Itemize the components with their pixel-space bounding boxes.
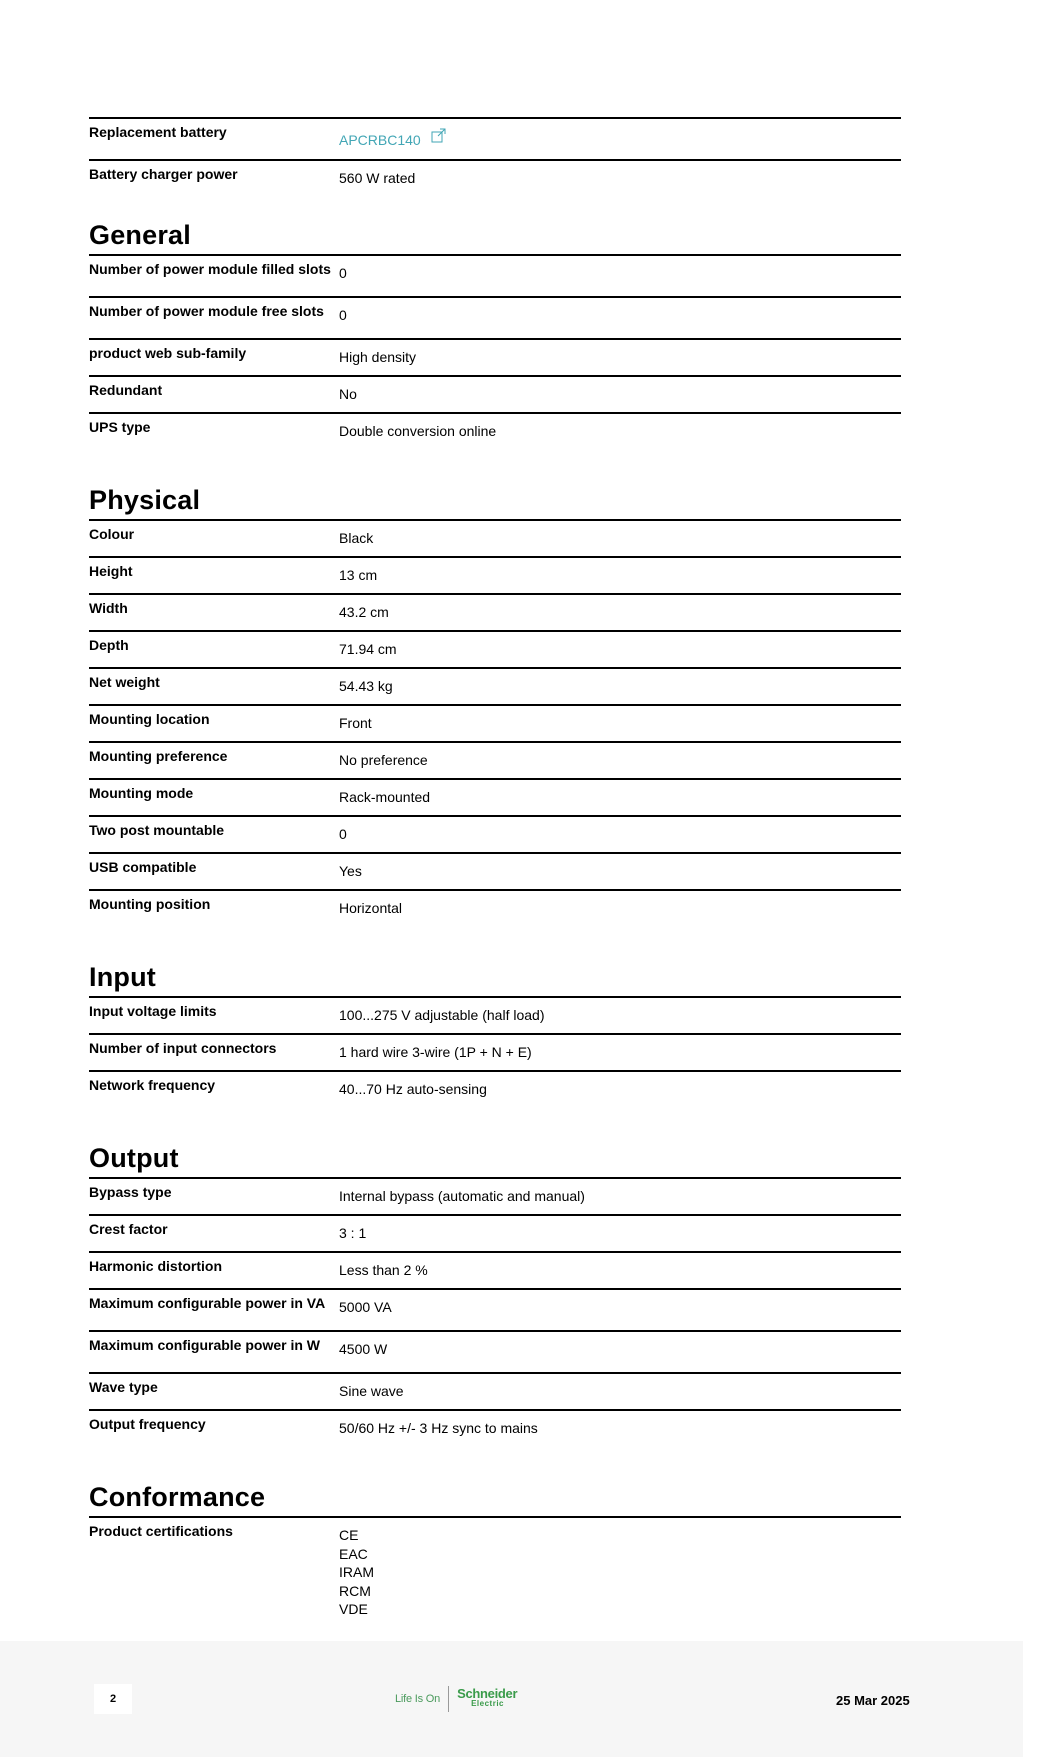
section-title-physical: Physical	[89, 485, 201, 515]
spec-row	[89, 593, 901, 630]
spec-label: Width	[89, 600, 128, 616]
spec-value: 71.94 cm	[339, 641, 397, 657]
spec-row	[89, 1033, 901, 1070]
spec-value: 0	[339, 265, 347, 281]
spec-label: Mounting preference	[89, 748, 228, 764]
spec-value	[339, 1518, 901, 1623]
certification-item: RCM	[339, 1582, 371, 1599]
page-number: 2	[94, 1684, 132, 1714]
spec-value: 13 cm	[339, 567, 378, 583]
brand-name: Schneider	[457, 1686, 518, 1701]
spec-row	[89, 667, 901, 704]
spec-row	[89, 338, 901, 375]
spec-label: Colour	[89, 526, 135, 542]
spec-value: No preference	[339, 752, 428, 768]
spec-value: 0	[339, 307, 347, 323]
certification-item: CE	[339, 1527, 359, 1543]
spec-row	[89, 1251, 901, 1288]
spec-value: Horizontal	[339, 900, 403, 916]
spec-label: Net weight	[89, 674, 160, 690]
spec-sheet	[89, 117, 901, 1623]
spec-label: Number of input connectors	[89, 1040, 277, 1056]
spec-label: Wave type	[89, 1379, 158, 1395]
spec-value: Internal bypass (automatic and manual)	[339, 1188, 585, 1204]
spec-label: Redundant	[89, 382, 163, 398]
spec-label: Product certifications	[89, 1523, 233, 1539]
spec-label: Output frequency	[89, 1416, 206, 1432]
spec-label: Number of power module filled slots	[89, 261, 331, 277]
spec-row	[89, 741, 901, 778]
external-link-icon[interactable]	[431, 128, 446, 148]
spec-value: 5000 VA	[339, 1299, 392, 1315]
spec-value: 50/60 Hz +/- 3 Hz sync to mains	[339, 1420, 538, 1436]
spec-value	[339, 119, 901, 159]
spec-value: 3 : 1	[339, 1225, 367, 1241]
spec-label: Mounting location	[89, 711, 210, 727]
spec-value: 560 W rated	[339, 170, 416, 186]
brand-logo	[395, 1684, 517, 1714]
spec-label: Maximum configurable power in W	[89, 1337, 321, 1353]
spec-label: Battery charger power	[89, 166, 238, 182]
spec-label: Harmonic distortion	[89, 1258, 223, 1274]
page-footer	[0, 1641, 1023, 1757]
spec-row	[89, 996, 901, 1033]
spec-row	[89, 556, 901, 593]
spec-value: 1 hard wire 3-wire (1P + N + E)	[339, 1044, 532, 1060]
spec-label: USB compatible	[89, 859, 197, 875]
section-title-conformance: Conformance	[89, 1482, 266, 1512]
spec-value: No	[339, 386, 357, 402]
section-title-input: Input	[89, 962, 156, 992]
spec-row-product-certifications	[89, 1516, 901, 1623]
spec-row-battery-charger-power	[89, 159, 901, 196]
spec-label: product web sub-family	[89, 345, 247, 361]
tagline: Life Is On	[395, 1693, 441, 1705]
spec-row	[89, 778, 901, 815]
spec-label: Depth	[89, 637, 129, 653]
spec-row	[89, 1288, 901, 1330]
spec-label: UPS type	[89, 419, 151, 435]
section-title-output: Output	[89, 1143, 179, 1173]
certification-item: IRAM	[339, 1564, 374, 1581]
brand-sub: Electric	[471, 1699, 504, 1708]
spec-row	[89, 1372, 901, 1409]
spec-value: High density	[339, 349, 417, 365]
certification-item: VDE	[339, 1601, 368, 1618]
spec-value: Double conversion online	[339, 423, 497, 439]
spec-label: Input voltage limits	[89, 1003, 217, 1019]
spec-label: Maximum configurable power in VA	[89, 1295, 326, 1311]
spec-label: Mounting position	[89, 896, 211, 912]
spec-value: Front	[339, 715, 372, 731]
spec-value: 43.2 cm	[339, 604, 389, 620]
spec-row	[89, 296, 901, 338]
spec-label: Two post mountable	[89, 822, 225, 838]
spec-row	[89, 1409, 901, 1446]
spec-row	[89, 1214, 901, 1251]
spec-row	[89, 889, 901, 926]
spec-value: Yes	[339, 863, 362, 879]
spec-row	[89, 254, 901, 296]
spec-row	[89, 519, 901, 556]
certification-list	[339, 1526, 901, 1619]
spec-label: Replacement battery	[89, 124, 227, 140]
spec-value: 54.43 kg	[339, 678, 393, 694]
spec-row	[89, 1070, 901, 1107]
document-date: 25 Mar 2025	[836, 1693, 910, 1708]
spec-value: 40...70 Hz auto-sensing	[339, 1081, 487, 1097]
spec-label: Mounting mode	[89, 785, 194, 801]
spec-row	[89, 815, 901, 852]
spec-value: 100...275 V adjustable (half load)	[339, 1007, 545, 1023]
certification-item: EAC	[339, 1545, 368, 1562]
spec-label: Height	[89, 563, 133, 579]
spec-value: Less than 2 %	[339, 1262, 428, 1278]
spec-row	[89, 1177, 901, 1214]
logo-divider	[448, 1686, 449, 1712]
spec-row	[89, 704, 901, 741]
spec-value: Black	[339, 530, 374, 546]
spec-row	[89, 375, 901, 412]
replacement-battery-link[interactable]: APCRBC140	[339, 132, 421, 148]
spec-row-replacement-battery	[89, 117, 901, 159]
spec-label: Number of power module free slots	[89, 303, 324, 319]
spec-row	[89, 412, 901, 449]
brand-wordmark	[457, 1686, 518, 1709]
spec-value: 4500 W	[339, 1341, 388, 1357]
section-title-general: General	[89, 220, 191, 250]
spec-value: 0	[339, 826, 347, 842]
spec-label: Bypass type	[89, 1184, 172, 1200]
spec-row	[89, 630, 901, 667]
spec-value: Rack-mounted	[339, 789, 431, 805]
spec-value: Sine wave	[339, 1383, 404, 1399]
spec-row	[89, 1330, 901, 1372]
spec-row	[89, 852, 901, 889]
spec-label: Crest factor	[89, 1221, 168, 1237]
spec-label: Network frequency	[89, 1077, 216, 1093]
